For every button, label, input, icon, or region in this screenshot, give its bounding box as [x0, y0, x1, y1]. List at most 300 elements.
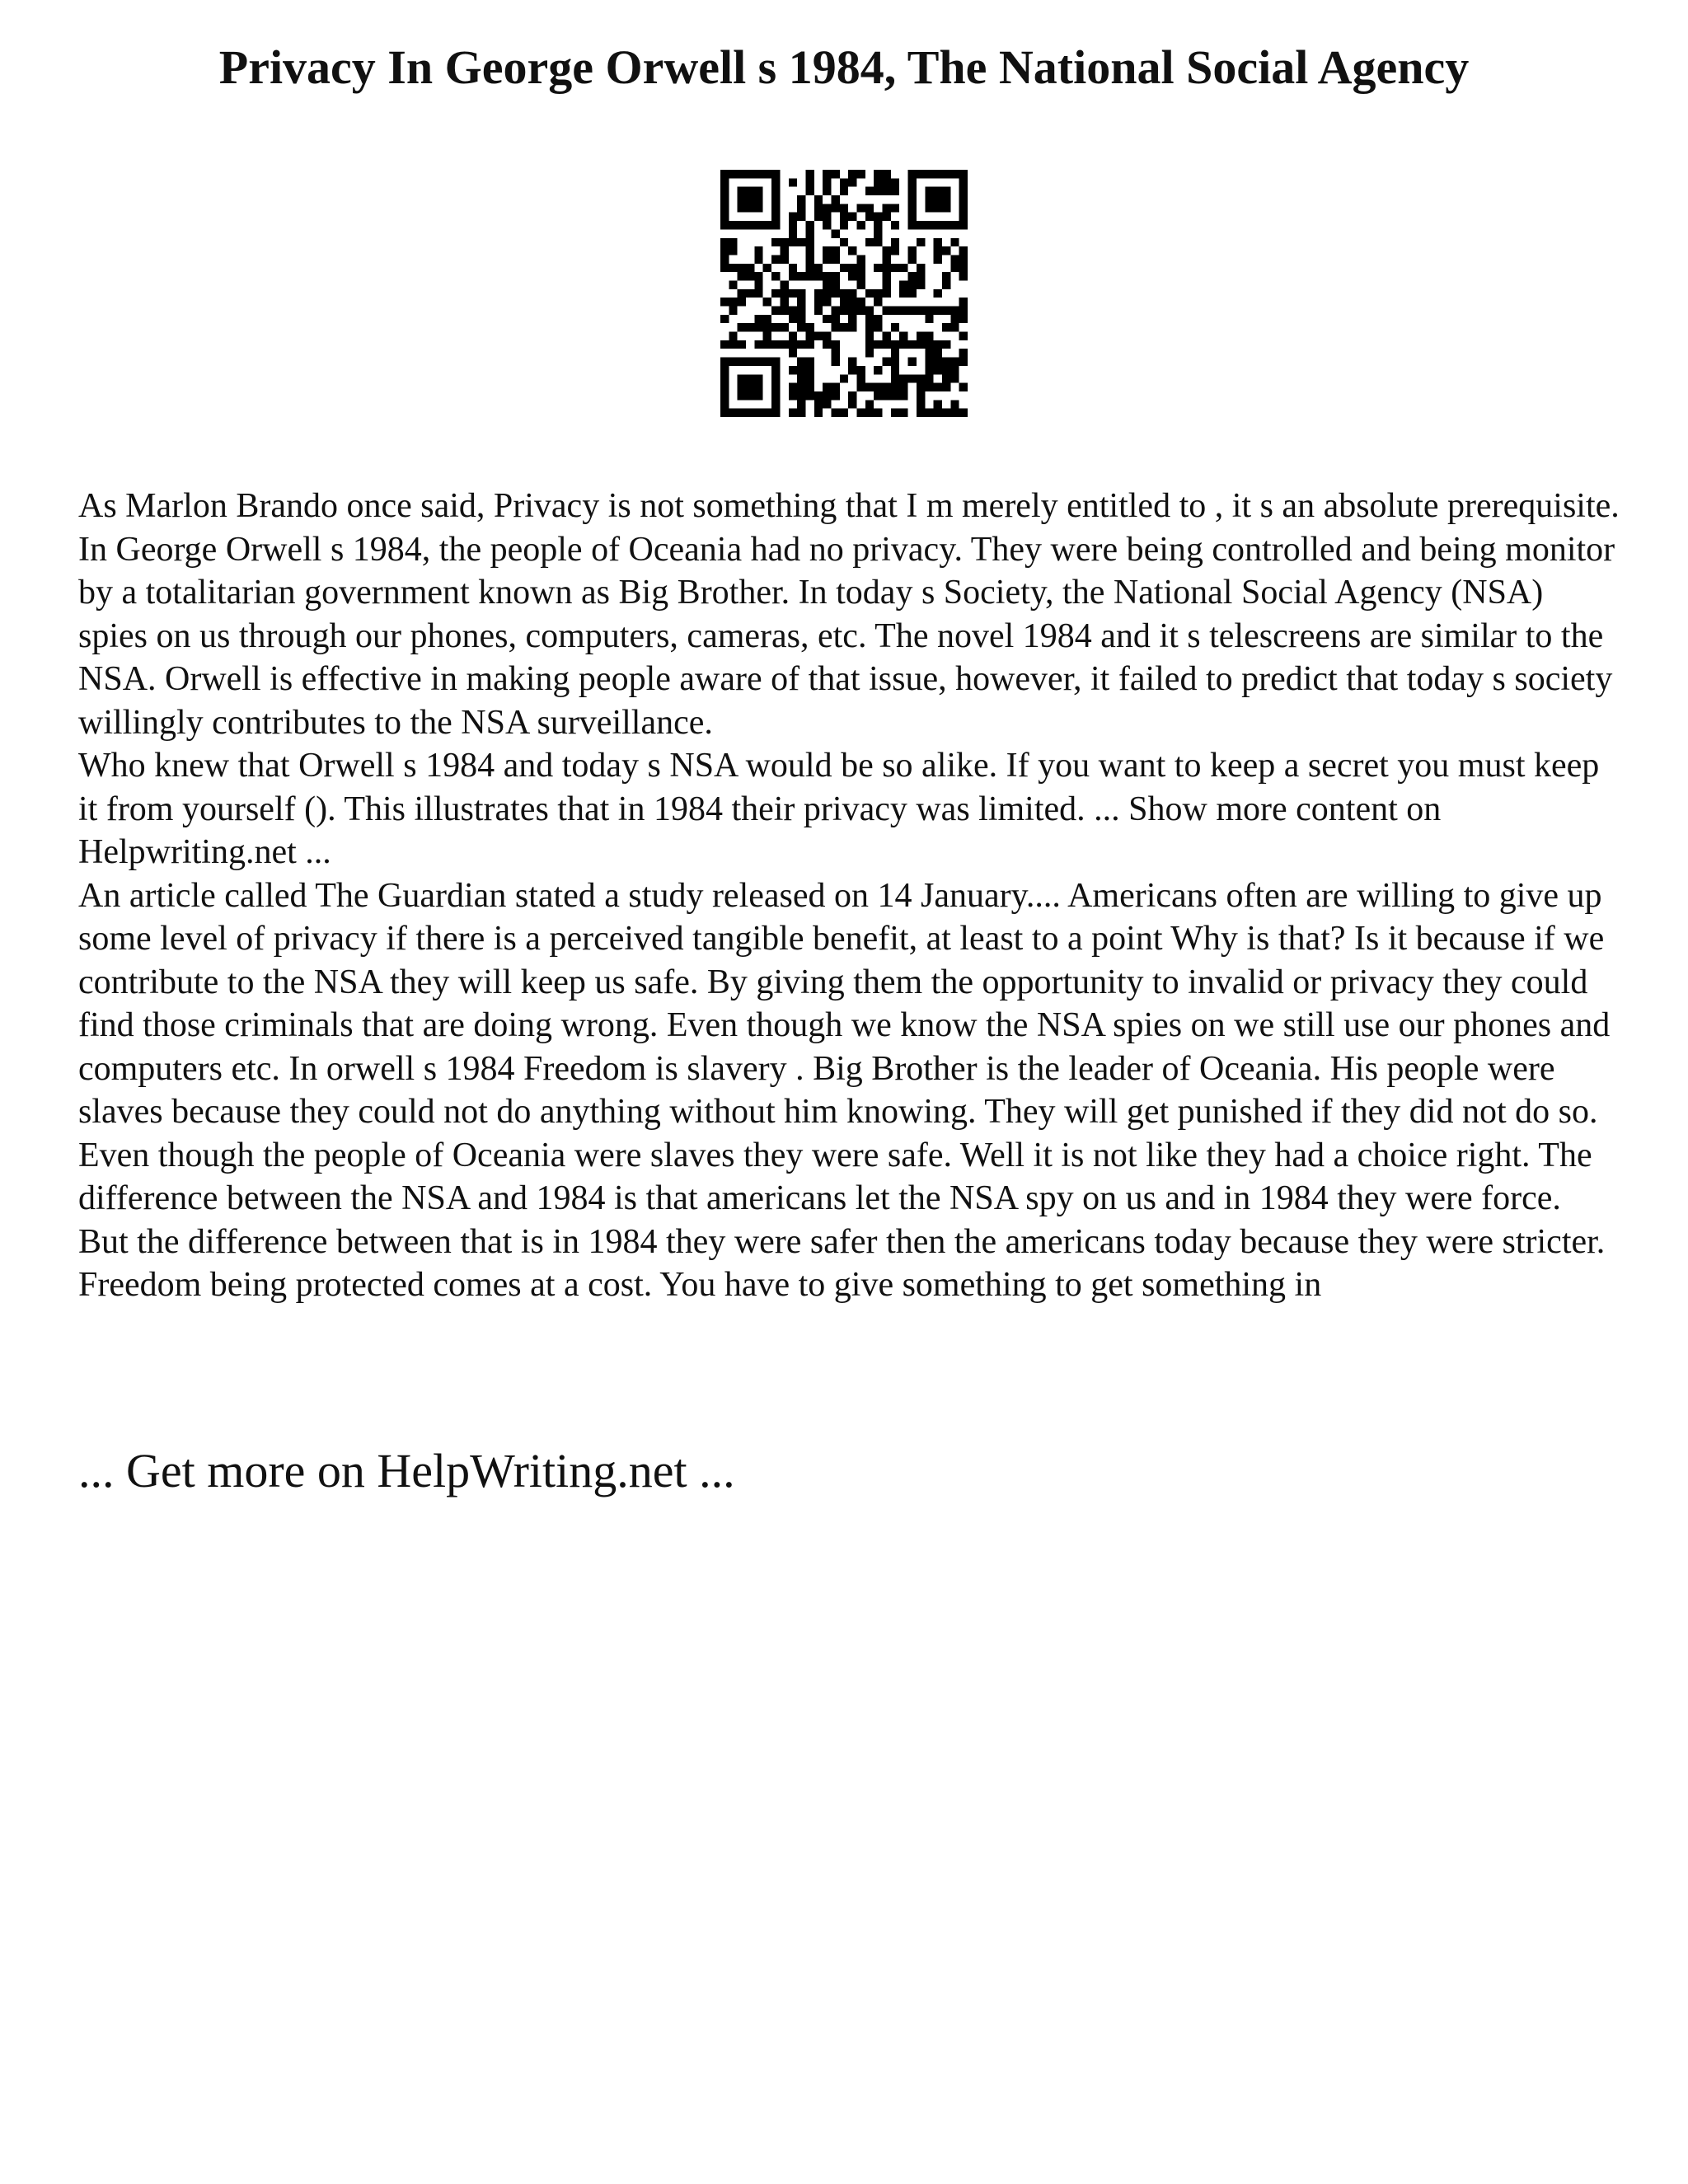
get-more-link[interactable]: ... Get more on HelpWriting.net ... — [78, 1444, 735, 1497]
qr-module — [934, 246, 942, 255]
qr-module — [874, 187, 882, 195]
qr-module — [797, 340, 805, 349]
qr-module — [950, 315, 959, 323]
qr-module — [883, 391, 891, 400]
qr-module — [857, 272, 865, 280]
paragraph-2: Who knew that Orwell s 1984 and today s NSA would be so alike. If you want to keep a secret you must keep it from yourself (). This illustrates that in 1984 their privacy was limited. ... Show more content on Helpwriting.net ... — [78, 747, 1600, 871]
qr-module — [917, 280, 925, 288]
qr-module — [899, 280, 907, 288]
qr-module — [848, 391, 856, 400]
qr-module — [797, 289, 805, 298]
qr-module — [754, 315, 762, 323]
qr-module — [891, 383, 899, 391]
qr-module — [865, 409, 874, 417]
qr-module — [883, 246, 891, 255]
qr-module — [720, 255, 729, 263]
qr-module — [848, 323, 856, 331]
qr-module — [950, 366, 959, 374]
qr-module — [883, 280, 891, 288]
qr-module — [780, 255, 788, 263]
qr-module — [823, 213, 831, 221]
qr-module — [874, 229, 882, 237]
qr-module — [831, 349, 839, 357]
qr-module — [780, 289, 788, 298]
qr-module — [814, 195, 823, 204]
qr-module — [942, 246, 950, 255]
qr-module — [959, 246, 968, 255]
qr-module — [917, 332, 925, 340]
qr-module — [780, 280, 788, 288]
qr-module — [789, 315, 797, 323]
qr-module — [848, 213, 856, 221]
qr-module — [917, 400, 925, 408]
qr-module — [874, 383, 882, 391]
qr-module — [942, 366, 950, 374]
qr-module — [805, 255, 814, 263]
qr-module — [891, 307, 899, 315]
qr-module — [950, 238, 959, 246]
qr-module — [797, 204, 805, 212]
paragraph-3: An article called The Guardian stated a study released on 14 January.... Americans often are willing to give up some level of privacy if there is a perceived tangible benefit, at least to a point Why is that? Is it because if we contribute to the NSA they will keep us safe. By giving them the opportunity to invalid or privacy they could find those criminals that are doing wrong. Even though we know the NSA spies on we still use our phones and computers etc. In orwell s 1984 Freedom is slavery . Big Brother is the leader of Oceania. His people were slaves because they could not do anything without him knowing. They will get punished if they did not do so. Even though the people of Oceania were slaves they were safe. Well it is not like they had a choice right. The difference between the NSA and 1984 is that americans let the NSA spy on us and in 1984 they were force. But the difference between that is in 1984 they were safer then the americans today because they were stricter. Freedom being protected comes at a cost. You have to give something to get something in — [78, 876, 1611, 1304]
qr-module — [789, 213, 797, 221]
qr-module — [789, 366, 797, 374]
qr-module — [908, 246, 917, 255]
qr-module — [754, 272, 762, 280]
qr-module — [797, 272, 805, 280]
qr-module — [814, 204, 823, 212]
qr-module — [823, 315, 831, 323]
qr-module — [950, 264, 959, 272]
qr-module — [763, 315, 771, 323]
qr-module — [789, 391, 797, 400]
qr-module — [865, 204, 874, 212]
qr-module — [934, 383, 942, 391]
qr-module — [942, 409, 950, 417]
qr-module — [805, 264, 814, 272]
qr-module — [831, 246, 839, 255]
qr-module — [729, 298, 737, 306]
qr-module — [797, 298, 805, 306]
qr-module — [942, 307, 950, 315]
qr-module — [840, 307, 848, 315]
qr-module — [763, 340, 771, 349]
qr-module — [789, 264, 797, 272]
qr-module — [848, 170, 856, 178]
qr-module — [814, 213, 823, 221]
qr-module — [857, 409, 865, 417]
qr-module — [917, 238, 925, 246]
qr-module — [883, 178, 891, 186]
qr-module — [738, 272, 746, 280]
qr-module — [865, 289, 874, 298]
qr-module — [823, 340, 831, 349]
qr-module — [797, 307, 805, 315]
qr-module — [925, 409, 933, 417]
qr-module — [917, 307, 925, 315]
qr-module — [754, 246, 762, 255]
qr-module — [789, 332, 797, 340]
qr-module — [891, 204, 899, 212]
qr-module — [883, 170, 891, 178]
qr-module — [883, 255, 891, 263]
qr-module — [934, 238, 942, 246]
qr-module — [823, 246, 831, 255]
qr-module — [891, 264, 899, 272]
qr-module — [805, 187, 814, 195]
qr-module — [942, 272, 950, 280]
qr-module — [780, 307, 788, 315]
qr-module — [729, 340, 737, 349]
qr-module — [942, 323, 950, 331]
qr-module — [840, 238, 848, 246]
qr-module — [729, 246, 737, 255]
qr-module — [789, 383, 797, 391]
qr-module — [763, 298, 771, 306]
qr-module — [823, 289, 831, 298]
qr-module — [763, 264, 771, 272]
qr-module — [891, 238, 899, 246]
qr-module — [754, 255, 762, 263]
qr-module — [908, 272, 917, 280]
qr-module — [959, 332, 968, 340]
qr-module — [797, 391, 805, 400]
qr-module — [789, 349, 797, 357]
qr-module — [831, 272, 839, 280]
qr-module — [959, 272, 968, 280]
qr-module — [865, 315, 874, 323]
qr-module — [814, 391, 823, 400]
qr-module — [959, 409, 968, 417]
qr-module — [925, 307, 933, 315]
qr-module — [746, 264, 754, 272]
qr-module — [857, 374, 865, 382]
qr-module — [865, 332, 874, 340]
qr-module — [891, 178, 899, 186]
qr-module — [959, 383, 968, 391]
qr-module — [883, 187, 891, 195]
qr-module — [934, 409, 942, 417]
qr-module — [763, 332, 771, 340]
qr-module — [959, 349, 968, 357]
qr-module — [831, 391, 839, 400]
qr-module — [831, 170, 839, 178]
qr-module — [934, 349, 942, 357]
qr-module — [805, 383, 814, 391]
qr-module — [831, 307, 839, 315]
qr-module — [950, 255, 959, 263]
qr-module — [950, 307, 959, 315]
qr-module — [763, 323, 771, 331]
qr-module — [789, 340, 797, 349]
qr-module — [899, 391, 907, 400]
qr-module — [934, 340, 942, 349]
qr-module — [840, 409, 848, 417]
qr-module — [754, 340, 762, 349]
qr-module — [848, 289, 856, 298]
qr-module — [789, 178, 797, 186]
qr-module — [865, 340, 874, 349]
qr-module — [746, 289, 754, 298]
qr-module — [780, 323, 788, 331]
qr-module — [959, 255, 968, 263]
qr-module — [789, 238, 797, 246]
qr-module — [959, 307, 968, 315]
qr-module — [754, 280, 762, 288]
qr-module — [857, 298, 865, 306]
qr-module — [814, 289, 823, 298]
qr-module — [874, 340, 882, 349]
qr-module — [814, 298, 823, 306]
qr-module — [831, 383, 839, 391]
qr-module — [959, 264, 968, 272]
qr-module — [831, 204, 839, 212]
qr-module — [848, 272, 856, 280]
qr-module — [883, 383, 891, 391]
qr-module — [789, 229, 797, 237]
qr-module — [865, 383, 874, 391]
qr-module — [831, 315, 839, 323]
qr-module — [917, 409, 925, 417]
qr-module — [848, 315, 856, 323]
qr-module — [797, 315, 805, 323]
qr-module — [865, 307, 874, 315]
qr-module — [814, 307, 823, 315]
qr-module — [959, 358, 968, 366]
qr-module — [823, 332, 831, 340]
qr-module — [959, 298, 968, 306]
qr-module — [883, 213, 891, 221]
qr-module — [823, 255, 831, 263]
paragraph-1: As Marlon Brando once said, Privacy is not something that I m merely entitled to , it s an absolute prerequisite. In George Orwell s 1984, the people of Oceania had no privacy. They were being controlled and being monitor by a totalitarian government known as Big Brother. In today s Society, the National Social Agency (NSA) spies on us through our phones, computers, cameras, etc. The novel 1984 and it s telescreens are similar to the NSA. Orwell is effective in making people aware of that issue, however, it failed to predict that today s society willingly contributes to the NSA surveillance. — [78, 487, 1620, 742]
qr-module — [729, 264, 737, 272]
qr-module — [823, 298, 831, 306]
qr-module — [883, 264, 891, 272]
qr-module — [780, 246, 788, 255]
qr-module — [899, 264, 907, 272]
qr-module — [865, 187, 874, 195]
qr-module — [899, 289, 907, 298]
qr-module — [883, 289, 891, 298]
qr-module — [840, 178, 848, 186]
qr-module — [805, 340, 814, 349]
qr-module — [874, 366, 882, 374]
qr-module — [908, 289, 917, 298]
qr-module — [797, 383, 805, 391]
qr-module — [814, 332, 823, 340]
qr-module — [814, 409, 823, 417]
qr-module — [917, 383, 925, 391]
qr-module — [874, 238, 882, 246]
qr-module — [891, 409, 899, 417]
qr-module — [942, 374, 950, 382]
qr-module — [857, 170, 865, 178]
qr-module — [959, 315, 968, 323]
qr-module — [925, 315, 933, 323]
qr-module — [780, 340, 788, 349]
qr-module — [865, 400, 874, 408]
qr-module — [950, 409, 959, 417]
qr-module — [729, 238, 737, 246]
qr-module — [805, 391, 814, 400]
qr-module — [917, 272, 925, 280]
qr-module — [797, 358, 805, 366]
qr-code-image — [720, 170, 968, 417]
qr-module — [874, 170, 882, 178]
qr-module — [891, 323, 899, 331]
qr-module — [934, 289, 942, 298]
qr-module — [908, 280, 917, 288]
qr-module — [857, 383, 865, 391]
qr-module — [720, 315, 729, 323]
qr-module — [840, 298, 848, 306]
qr-module — [848, 366, 856, 374]
qr-module — [840, 204, 848, 212]
qr-module — [797, 238, 805, 246]
qr-module — [780, 298, 788, 306]
qr-module — [823, 383, 831, 391]
qr-module — [874, 391, 882, 400]
qr-module — [857, 307, 865, 315]
qr-module — [823, 400, 831, 408]
qr-module — [848, 264, 856, 272]
qr-module — [950, 400, 959, 408]
qr-module — [883, 358, 891, 366]
qr-module — [814, 272, 823, 280]
qr-module — [789, 272, 797, 280]
qr-module — [874, 264, 882, 272]
qr-module — [746, 272, 754, 280]
qr-module — [738, 340, 746, 349]
qr-module — [942, 383, 950, 391]
qr-module — [720, 298, 729, 306]
qr-module — [865, 213, 874, 221]
qr-module — [805, 323, 814, 331]
qr-module — [899, 332, 907, 340]
qr-module — [805, 358, 814, 366]
qr-module — [865, 323, 874, 331]
qr-module — [720, 238, 729, 246]
qr-module — [797, 195, 805, 204]
qr-module — [934, 400, 942, 408]
qr-code-graphic — [720, 170, 968, 417]
qr-module — [840, 264, 848, 272]
qr-module — [883, 332, 891, 340]
qr-module — [797, 323, 805, 331]
qr-module — [823, 187, 831, 195]
qr-module — [934, 358, 942, 366]
qr-module — [883, 340, 891, 349]
qr-module — [831, 255, 839, 263]
qr-module — [805, 332, 814, 340]
qr-module — [789, 289, 797, 298]
qr-module — [848, 298, 856, 306]
qr-module — [950, 323, 959, 331]
qr-module — [942, 358, 950, 366]
qr-module — [942, 340, 950, 349]
qr-module — [840, 289, 848, 298]
qr-module — [865, 349, 874, 357]
qr-module — [738, 298, 746, 306]
qr-module — [831, 358, 839, 366]
qr-module — [874, 323, 882, 331]
qr-module — [823, 391, 831, 400]
qr-module — [942, 280, 950, 288]
qr-module — [805, 229, 814, 237]
qr-module — [857, 204, 865, 212]
qr-module — [780, 238, 788, 246]
qr-module — [729, 307, 737, 315]
qr-module — [891, 391, 899, 400]
qr-module — [934, 307, 942, 315]
qr-module — [797, 374, 805, 382]
qr-module — [840, 187, 848, 195]
qr-module — [934, 255, 942, 263]
qr-module — [899, 307, 907, 315]
qr-module — [874, 409, 882, 417]
qr-module — [831, 289, 839, 298]
qr-module — [857, 366, 865, 374]
qr-module — [840, 213, 848, 221]
qr-module — [917, 391, 925, 400]
qr-module — [848, 400, 856, 408]
qr-module — [857, 255, 865, 263]
qr-module — [805, 374, 814, 382]
qr-module — [865, 238, 874, 246]
qr-module — [840, 323, 848, 331]
qr-module — [925, 383, 933, 391]
qr-module — [814, 264, 823, 272]
qr-module — [857, 264, 865, 272]
qr-module — [720, 246, 729, 255]
qr-module — [823, 170, 831, 178]
qr-module — [874, 298, 882, 306]
qr-module — [720, 340, 729, 349]
qr-module — [950, 374, 959, 382]
qr-module — [738, 323, 746, 331]
qr-module — [831, 229, 839, 237]
qr-module — [789, 307, 797, 315]
qr-module — [738, 264, 746, 272]
qr-module — [831, 409, 839, 417]
qr-module — [840, 374, 848, 382]
qr-module — [805, 272, 814, 280]
qr-module — [823, 280, 831, 288]
qr-module — [738, 289, 746, 298]
qr-module — [908, 255, 917, 263]
qr-module — [823, 272, 831, 280]
qr-module — [950, 358, 959, 366]
qr-module — [831, 280, 839, 288]
qr-module — [899, 409, 907, 417]
qr-module — [848, 178, 856, 186]
qr-module — [874, 178, 882, 186]
qr-module — [857, 280, 865, 288]
qr-module — [891, 246, 899, 255]
qr-module — [848, 307, 856, 315]
qr-module — [831, 340, 839, 349]
qr-module — [831, 195, 839, 204]
qr-module — [831, 323, 839, 331]
qr-module — [874, 213, 882, 221]
qr-module — [797, 400, 805, 408]
qr-module — [789, 409, 797, 417]
qr-module — [754, 323, 762, 331]
qr-module — [925, 332, 933, 340]
qr-module — [729, 280, 737, 288]
qr-module — [797, 213, 805, 221]
qr-module — [814, 400, 823, 408]
qr-module — [874, 289, 882, 298]
